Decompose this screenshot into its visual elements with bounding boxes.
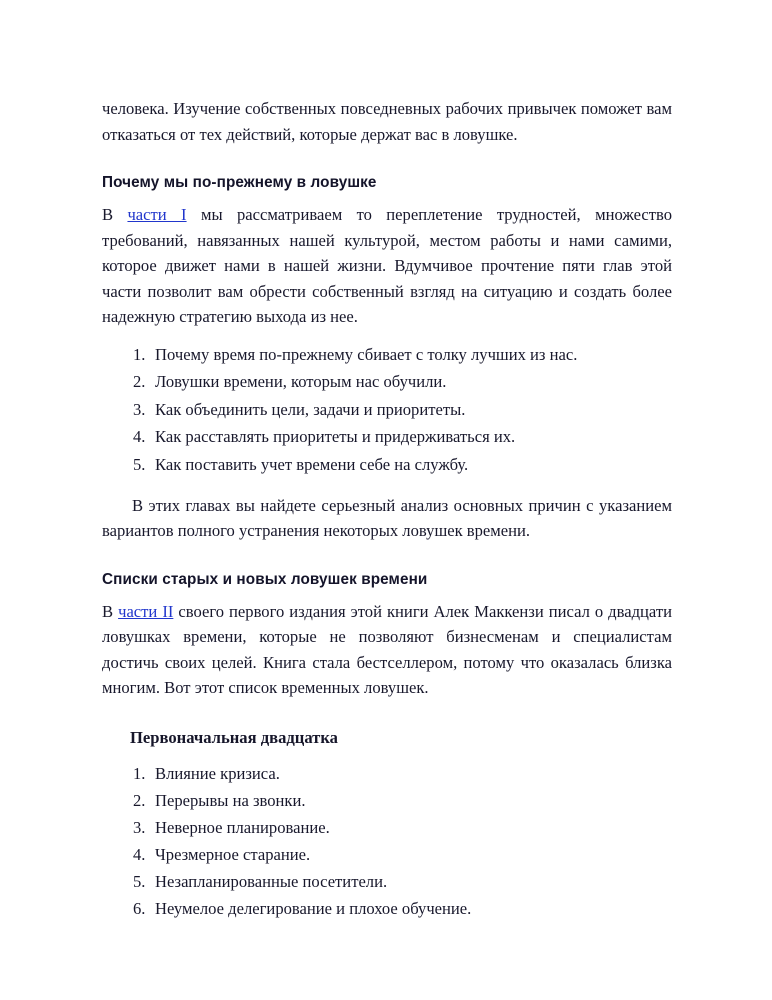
document-body xyxy=(102,96,672,925)
paragraph-chapters-summary: В этих главах вы найдете серьезный анализ основных причин с указанием вариантов полного устранения некоторых ловушек времени. xyxy=(102,495,672,540)
paragraph-part-two-suffix: своего первого издания этой книги Алек Маккензи писал о двадцати ловушках времени, которые не позволяют бизнесменам и специалистам достичь своих целей. Книга стала бестселлером, потому что оказалась близка многим. Вот этот список временных ловушек. xyxy=(102,601,672,697)
paragraph-part-one-suffix: мы рассматриваем то переплетение трудностей, множество требований, навязанных нашей культурой, местом работы и нами самими, которое движет нами в нашей жизни. Вдумчивое прочтение пяти глав этой части позволит вам обрести собственный взгляд на ситуацию и создать более надежную стратегию выхода из нее. xyxy=(102,205,672,326)
list-item: Как расставлять приоритеты и придерживаться их. xyxy=(155,427,516,446)
subheading-original-twenty: Первоначальная двадцатка xyxy=(130,727,338,747)
list-item: Как поставить учет времени себе на службу. xyxy=(155,454,469,474)
link-part-one[interactable]: части I xyxy=(127,205,187,224)
heading-old-and-new-lists: Списки старых и новых ловушек времени xyxy=(102,570,428,588)
list-item: Как объединить цели, задачи и приоритеты. xyxy=(155,399,466,419)
list-original-twenty xyxy=(102,763,672,919)
list-item: Неумелое делегирование и плохое обучение. xyxy=(155,898,472,918)
list-item: Влияние кризиса. xyxy=(155,763,280,783)
paragraph-part-two-intro xyxy=(102,599,672,701)
list-item: Ловушки времени, которым нас обучили. xyxy=(155,372,447,391)
list-item: Почему время по-прежнему сбивает с толку лучших из нас. xyxy=(155,344,578,364)
paragraph-part-one-prefix: В xyxy=(102,205,128,224)
link-part-two[interactable]: части II xyxy=(118,601,174,621)
list-item: Незапланированные посетители. xyxy=(155,871,388,891)
paragraph-part-one-intro xyxy=(102,202,672,330)
paragraph-opening: человека. Изучение собственных повседневных рабочих привычек поможет вам отказаться от тех действий, которые держат вас в ловушке. xyxy=(102,99,672,144)
list-item: Чрезмерное старание. xyxy=(155,844,311,864)
heading-why-still-trapped: Почему мы по-прежнему в ловушке xyxy=(102,174,377,191)
list-item: Перерывы на звонки. xyxy=(155,790,306,810)
list-chapters xyxy=(102,344,672,475)
paragraph-part-two-prefix: В xyxy=(102,601,119,621)
list-item: Неверное планирование. xyxy=(155,817,330,837)
